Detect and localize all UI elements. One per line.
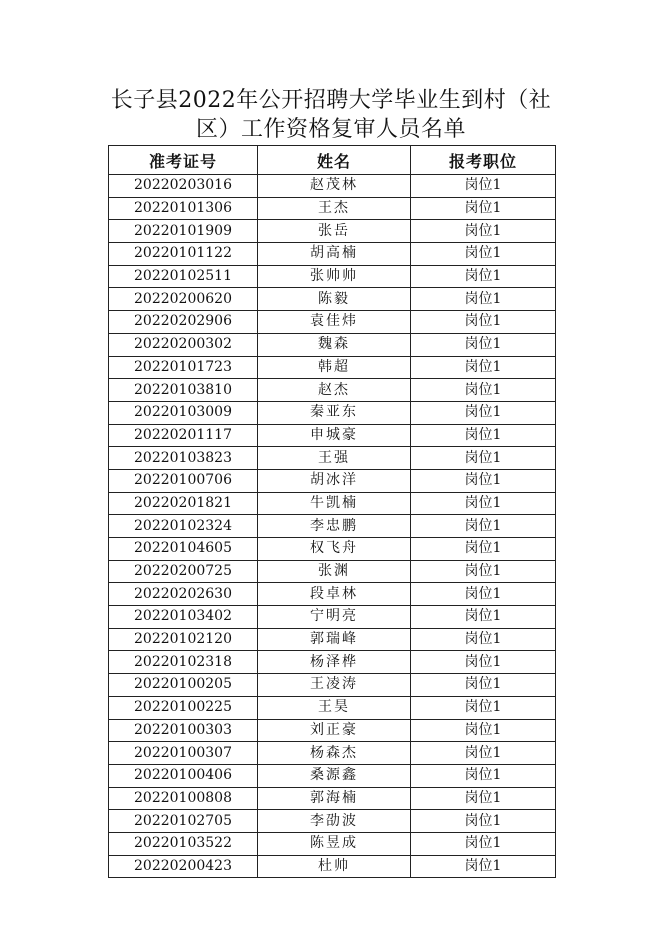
cell-name: 秦亚东 [258, 401, 411, 424]
cell-position: 岗位1 [411, 265, 556, 288]
title-line-1: 长子县2022年公开招聘大学毕业生到村（社 [110, 88, 552, 113]
cell-position: 岗位1 [411, 538, 556, 561]
cell-name: 段卓林 [258, 583, 411, 606]
cell-name: 胡冰洋 [258, 469, 411, 492]
cell-position: 岗位1 [411, 401, 556, 424]
cell-exam-number: 20220200302 [109, 333, 258, 356]
table-row [109, 311, 556, 334]
cell-position: 岗位1 [411, 379, 556, 402]
cell-exam-number: 20220100406 [109, 764, 258, 787]
cell-position: 岗位1 [411, 606, 556, 629]
table-row [109, 243, 556, 266]
table-row [109, 447, 556, 470]
table-row [109, 538, 556, 561]
table-row [109, 469, 556, 492]
header-name: 姓名 [258, 146, 411, 175]
cell-exam-number: 20220102705 [109, 810, 258, 833]
table-row [109, 696, 556, 719]
cell-name: 袁佳炜 [258, 311, 411, 334]
table-row [109, 333, 556, 356]
cell-name: 王凌涛 [258, 674, 411, 697]
cell-name: 杨泽桦 [258, 651, 411, 674]
table-row [109, 810, 556, 833]
cell-position: 岗位1 [411, 220, 556, 243]
cell-name: 杜帅 [258, 855, 411, 878]
cell-name: 魏森 [258, 333, 411, 356]
table-row [109, 787, 556, 810]
cell-exam-number: 20220202906 [109, 311, 258, 334]
cell-name: 李劭波 [258, 810, 411, 833]
cell-position: 岗位1 [411, 175, 556, 198]
cell-exam-number: 20220101723 [109, 356, 258, 379]
table-row [109, 651, 556, 674]
cell-exam-number: 20220203016 [109, 175, 258, 198]
cell-position: 岗位1 [411, 515, 556, 538]
table-row [109, 674, 556, 697]
cell-exam-number: 20220200725 [109, 560, 258, 583]
cell-name: 桑源鑫 [258, 764, 411, 787]
cell-position: 岗位1 [411, 651, 556, 674]
table-row [109, 583, 556, 606]
cell-position: 岗位1 [411, 810, 556, 833]
cell-position: 岗位1 [411, 288, 556, 311]
table-row [109, 356, 556, 379]
table-row [109, 220, 556, 243]
cell-position: 岗位1 [411, 492, 556, 515]
cell-exam-number: 20220103402 [109, 606, 258, 629]
cell-name: 韩超 [258, 356, 411, 379]
table-row [109, 606, 556, 629]
cell-name: 王杰 [258, 197, 411, 220]
cell-name: 宁明亮 [258, 606, 411, 629]
cell-name: 李忠鹏 [258, 515, 411, 538]
cell-position: 岗位1 [411, 832, 556, 855]
cell-position: 岗位1 [411, 855, 556, 878]
header-exam-number: 准考证号 [109, 146, 258, 175]
cell-name: 王昊 [258, 696, 411, 719]
cell-name: 申城豪 [258, 424, 411, 447]
table-row [109, 379, 556, 402]
candidate-table [108, 145, 556, 878]
cell-name: 张帅帅 [258, 265, 411, 288]
cell-position: 岗位1 [411, 764, 556, 787]
cell-position: 岗位1 [411, 583, 556, 606]
cell-position: 岗位1 [411, 787, 556, 810]
cell-exam-number: 20220101909 [109, 220, 258, 243]
cell-exam-number: 20220202630 [109, 583, 258, 606]
table-row [109, 764, 556, 787]
cell-exam-number: 20220201821 [109, 492, 258, 515]
document-title [108, 86, 554, 144]
cell-name: 胡高楠 [258, 243, 411, 266]
cell-position: 岗位1 [411, 696, 556, 719]
cell-position: 岗位1 [411, 424, 556, 447]
cell-exam-number: 20220100225 [109, 696, 258, 719]
cell-exam-number: 20220101122 [109, 243, 258, 266]
cell-position: 岗位1 [411, 628, 556, 651]
cell-position: 岗位1 [411, 311, 556, 334]
cell-name: 赵茂林 [258, 175, 411, 198]
table-row [109, 855, 556, 878]
cell-name: 陈毅 [258, 288, 411, 311]
table-row [109, 424, 556, 447]
cell-exam-number: 20220200423 [109, 855, 258, 878]
header-position: 报考职位 [411, 146, 556, 175]
cell-exam-number: 20220100307 [109, 742, 258, 765]
cell-position: 岗位1 [411, 719, 556, 742]
cell-exam-number: 20220100808 [109, 787, 258, 810]
table-row [109, 832, 556, 855]
cell-name: 郭海楠 [258, 787, 411, 810]
table-row [109, 265, 556, 288]
cell-exam-number: 20220103009 [109, 401, 258, 424]
cell-exam-number: 20220100303 [109, 719, 258, 742]
cell-position: 岗位1 [411, 197, 556, 220]
cell-name: 张渊 [258, 560, 411, 583]
table-row [109, 742, 556, 765]
cell-exam-number: 20220201117 [109, 424, 258, 447]
cell-name: 刘正豪 [258, 719, 411, 742]
cell-exam-number: 20220103810 [109, 379, 258, 402]
table-row [109, 560, 556, 583]
cell-name: 牛凯楠 [258, 492, 411, 515]
cell-exam-number: 20220102324 [109, 515, 258, 538]
cell-position: 岗位1 [411, 356, 556, 379]
table-row [109, 719, 556, 742]
cell-exam-number: 20220103823 [109, 447, 258, 470]
cell-position: 岗位1 [411, 333, 556, 356]
table-row [109, 401, 556, 424]
cell-exam-number: 20220103522 [109, 832, 258, 855]
table-row [109, 197, 556, 220]
cell-name: 杨森杰 [258, 742, 411, 765]
table-row [109, 515, 556, 538]
cell-name: 郭瑞峰 [258, 628, 411, 651]
cell-name: 赵杰 [258, 379, 411, 402]
cell-name: 权飞舟 [258, 538, 411, 561]
cell-position: 岗位1 [411, 469, 556, 492]
cell-exam-number: 20220102318 [109, 651, 258, 674]
table-row [109, 628, 556, 651]
table-row [109, 492, 556, 515]
cell-position: 岗位1 [411, 674, 556, 697]
cell-exam-number: 20220102120 [109, 628, 258, 651]
cell-name: 陈昱成 [258, 832, 411, 855]
cell-position: 岗位1 [411, 560, 556, 583]
cell-exam-number: 20220104605 [109, 538, 258, 561]
cell-exam-number: 20220101306 [109, 197, 258, 220]
cell-position: 岗位1 [411, 742, 556, 765]
cell-name: 王强 [258, 447, 411, 470]
title-line-2: 区）工作资格复审人员名单 [195, 117, 466, 142]
cell-exam-number: 20220200620 [109, 288, 258, 311]
cell-exam-number: 20220102511 [109, 265, 258, 288]
cell-name: 张岳 [258, 220, 411, 243]
cell-position: 岗位1 [411, 243, 556, 266]
table-row [109, 175, 556, 198]
cell-exam-number: 20220100706 [109, 469, 258, 492]
table-body [109, 175, 556, 878]
cell-position: 岗位1 [411, 447, 556, 470]
table-header-row [109, 146, 556, 175]
table-row [109, 288, 556, 311]
cell-exam-number: 20220100205 [109, 674, 258, 697]
